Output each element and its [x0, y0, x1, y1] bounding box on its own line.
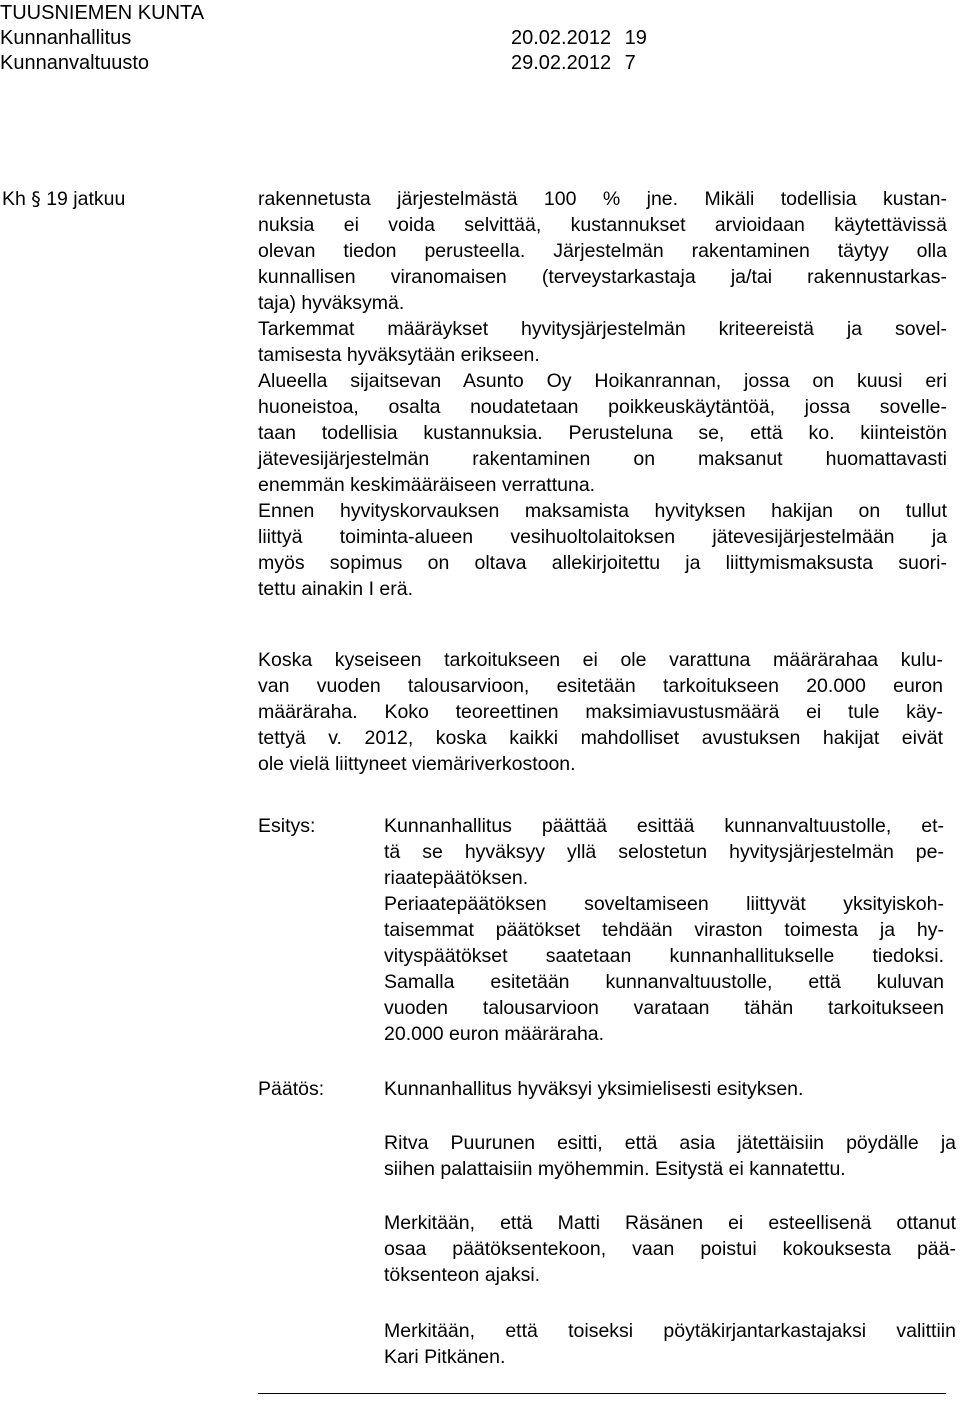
text-line: liittyä toiminta-alueen vesihuoltolaitoksen jätevesijärjestelmään ja: [258, 526, 947, 548]
header-body-kunnanhallitus: Kunnanhallitus: [0, 27, 132, 49]
decision-paragraph-2: [384, 1130, 956, 1182]
section-sign-icon: §: [31, 188, 41, 210]
header-body-kunnanvaltuusto: Kunnanvaltuusto: [0, 52, 150, 74]
proposal-text: [384, 813, 944, 1047]
text-line: töksenteon ajaksi.: [384, 1264, 541, 1286]
text-line: van vuoden talousarvioon, esitetään tarkoitukseen 20.000 euron: [258, 675, 943, 697]
text-line: jätevesijärjestelmän rakentaminen on maksanut huomattavasti: [258, 448, 947, 470]
text-line: Merkitään, että Matti Räsänen ei esteellisenä ottanut: [384, 1212, 956, 1234]
text-line: huoneistoa, osalta noudatetaan poikkeuskäytäntöä, jossa sovelle-: [258, 396, 947, 418]
text-line: vuoden talousarvioon varataan tähän tarkoitukseen: [384, 997, 944, 1019]
decision-paragraph-4: [384, 1318, 956, 1370]
text-line: Tarkemmat määräykset hyvitysjärjestelmän kriteereistä ja sovel-: [258, 318, 947, 340]
text-line: Ritva Puurunen esitti, että asia jätettäisiin pöydälle ja: [384, 1132, 956, 1154]
text-line: taan todellisia kustannuksia. Perusteluna se, että ko. kiinteistön: [258, 422, 947, 444]
decision-paragraph-3: [384, 1210, 956, 1288]
text-line: myös sopimus on oltava allekirjoitettu ja liittymismaksusta suori-: [258, 552, 947, 574]
text-line: kunnallisen viranomaisen (terveystarkastaja ja/tai rakennustarkas-: [258, 266, 947, 288]
text-line: määräraha. Koko teoreettinen maksimiavustusmäärä ei tule käy-: [258, 701, 943, 723]
text-line: Merkitään, että toiseksi pöytäkirjantarkastajaksi valittiin: [384, 1320, 956, 1342]
item-label-prefix: Kh: [2, 188, 26, 210]
section-number: 19: [624, 27, 647, 49]
text-line: siihen palattaisiin myöhemmin. Esitystä ei kannatettu.: [384, 1158, 846, 1180]
body-paragraph-2: [258, 647, 943, 777]
text-line: riaatepäätöksen.: [384, 867, 529, 889]
header-date-kunnanvaltuusto: [511, 51, 636, 76]
text-line: Kunnanhallitus päättää esittää kunnanvaltuustolle, et-: [384, 815, 944, 837]
header-date-kunnanhallitus: [511, 26, 647, 51]
text-line: Samalla esitetään kunnanvaltuustolle, että kuluvan: [384, 971, 944, 993]
meeting-date: 29.02.2012: [511, 52, 612, 74]
text-line: enemmän keskimääräiseen verrattuna.: [258, 474, 596, 496]
text-line: nuksia ei voida selvittää, kustannukset arvioidaan käytettävissä: [258, 214, 947, 236]
text-line: taisemmat päätökset tehdään viraston toimesta ja hy-: [384, 919, 944, 941]
section-number: 7: [624, 52, 636, 74]
proposal-label: Esitys:: [258, 815, 316, 837]
item-label: [2, 186, 125, 212]
text-line: Periaatepäätöksen soveltamiseen liittyvät yksityiskoh-: [384, 893, 944, 915]
text-line: Kunnanhallitus hyväksyi yksimielisesti esityksen.: [384, 1078, 804, 1100]
text-line: osaa päätöksentekoon, vaan poistui kokouksesta pää-: [384, 1238, 956, 1260]
item-label-suffix: 19 jatkuu: [46, 188, 126, 210]
decision-label: Päätös:: [258, 1078, 325, 1100]
text-line: rakennetusta järjestelmästä 100 % jne. Mikäli todellisia kustan-: [258, 188, 947, 210]
text-line: tettu ainakin I erä.: [258, 578, 414, 600]
text-line: olevan tiedon perusteella. Järjestelmän rakentaminen täytyy olla: [258, 240, 947, 262]
text-line: Koska kyseiseen tarkoitukseen ei ole varattuna määrärahaa kulu-: [258, 649, 943, 671]
text-line: vityspäätökset saatetaan kunnanhallitukselle tiedoksi.: [384, 945, 944, 967]
meeting-date: 20.02.2012: [511, 27, 612, 49]
body-paragraph-1: [258, 186, 947, 602]
text-line: tamisesta hyväksytään erikseen.: [258, 344, 540, 366]
signature-separator-line: [258, 1393, 946, 1394]
text-line: tä se hyväksyy yllä selostetun hyvitysjärjestelmän pe-: [384, 841, 944, 863]
decision-paragraph-1: [384, 1076, 956, 1102]
text-line: tettyä v. 2012, koska kaikki mahdolliset avustuksen hakijat eivät: [258, 727, 943, 749]
organization-name: TUUSNIEMEN KUNTA: [0, 2, 205, 24]
text-line: Ennen hyvityskorvauksen maksamista hyvityksen hakijan on tullut: [258, 500, 947, 522]
text-line: Kari Pitkänen.: [384, 1346, 506, 1368]
text-line: Alueella sijaitsevan Asunto Oy Hoikanrannan, jossa on kuusi eri: [258, 370, 947, 392]
text-line: 20.000 euron määräraha.: [384, 1023, 605, 1045]
text-line: taja) hyväksymä.: [258, 292, 405, 314]
text-line: ole vielä liittyneet viemäriverkostoon.: [258, 753, 576, 775]
